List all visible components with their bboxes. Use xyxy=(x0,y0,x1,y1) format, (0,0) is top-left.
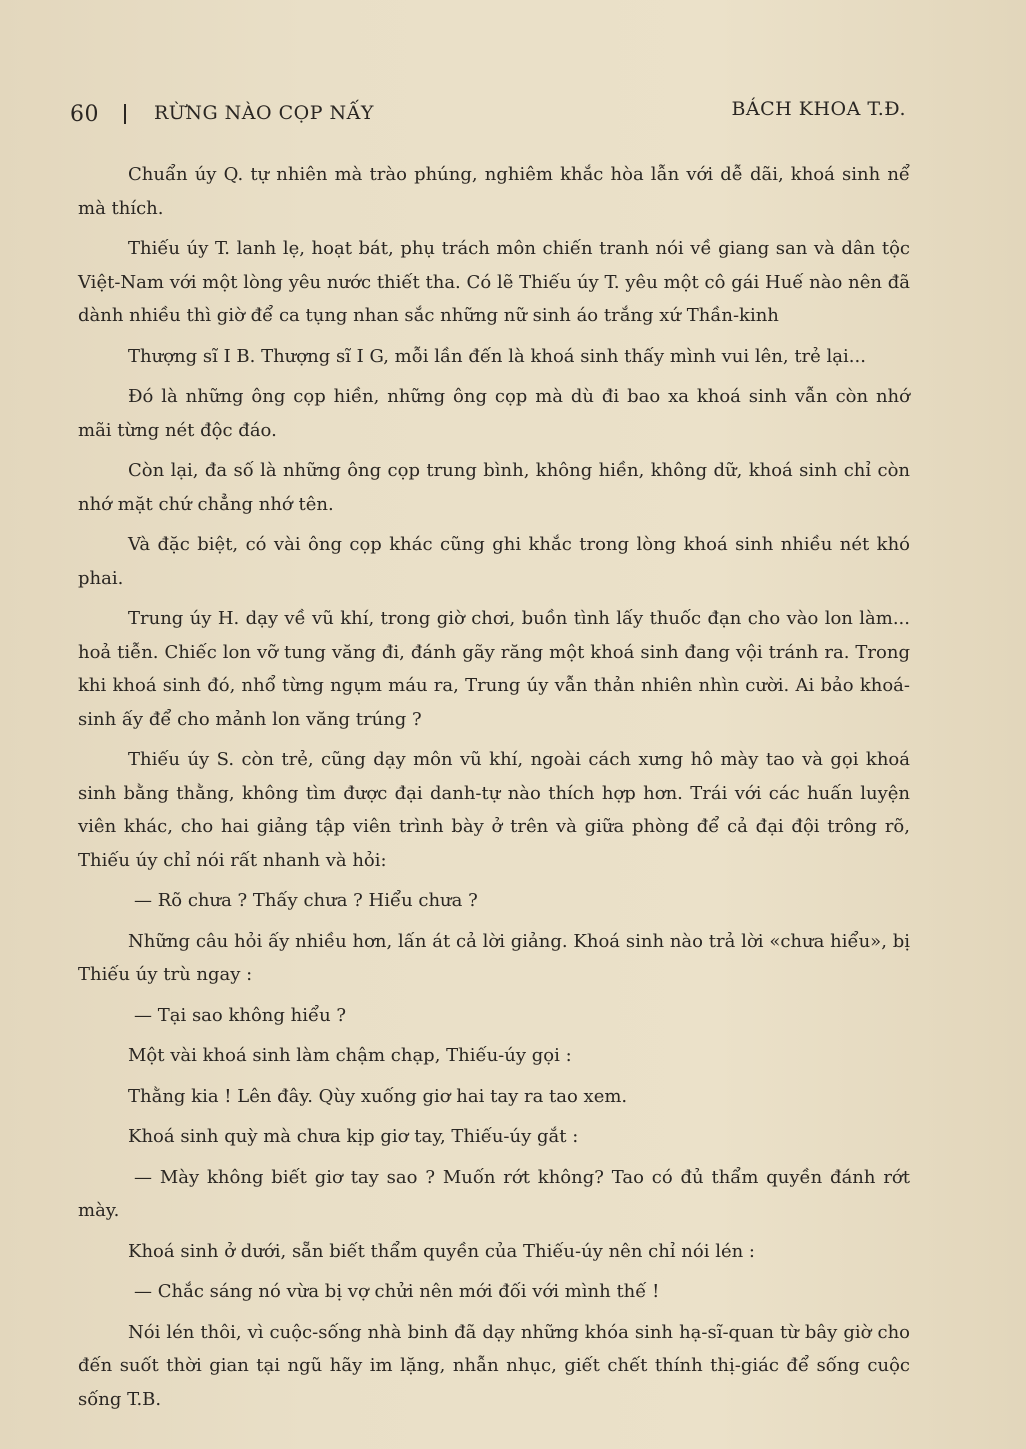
dialog-line: — Tại sao không hiểu ? xyxy=(134,1004,347,1026)
paragraph: Còn lại, đa số là những ông cọp trung bình, không hiền, không dữ, khoá sinh chỉ còn nhớ mặt chứ chẳng nhớ tên. xyxy=(78,460,910,515)
paragraph: Trung úy H. dạy về vũ khí, trong giờ chơi, buồn tình lấy thuốc đạn cho vào lon làm... hoả tiễn. Chiếc lon vỡ tung văng đi, đánh gãy răng một khoá sinh đang vội tránh ra. Trong khi khoá sinh đó, nhổ từng ngụm máu ra, Trung úy vẫn thản nhiên nhìn cười. Ai bảo khoá-sinh ấy để cho mảnh lon văng trúng ? xyxy=(78,608,910,730)
paragraph: Thằng kia ! Lên đây. Qùy xuống giơ hai tay ra tao xem. xyxy=(128,1085,628,1107)
paragraph: Đó là những ông cọp hiền, những ông cọp mà dù đi bao xa khoá sinh vẫn còn nhớ mãi từng nét độc đáo. xyxy=(78,386,910,441)
paragraph: Một vài khoá sinh làm chậm chạp, Thiếu-úy gọi : xyxy=(128,1045,572,1066)
header-divider xyxy=(124,104,126,124)
dialog-line: — Rõ chưa ? Thấy chưa ? Hiểu chưa ? xyxy=(134,890,478,911)
paragraph: Thiếu úy T. lanh lẹ, hoạt bát, phụ trách môn chiến tranh nói về giang san và dân tộc Việt-Nam với một lòng yêu nước thiết tha. Có lẽ Thiếu úy T. yêu một cô gái Huế nào nên đã dành nhiều thì giờ để ca tụng nhan sắc những nữ sinh áo trắng xứ Thần-kinh xyxy=(78,238,910,326)
paragraph: Khoá sinh quỳ mà chưa kịp giơ tay, Thiếu-úy gắt : xyxy=(128,1126,579,1147)
paragraph: Nói lén thôi, vì cuộc-sống nhà binh đã dạy những khóa sinh hạ-sĩ-quan từ bây giờ cho đến suốt thời gian tại ngũ hãy im lặng, nhẫn nhục, giết chết thính thị-giác để sống cuộc sống T.B. xyxy=(78,1321,910,1410)
body-text xyxy=(78,158,910,1423)
paragraph: Thượng sĩ I B. Thượng sĩ I G, mỗi lần đến là khoá sinh thấy mình vui lên, trẻ lại... xyxy=(128,345,866,367)
paragraph: Những câu hỏi ấy nhiều hơn, lấn át cả lời giảng. Khoá sinh nào trả lời «chưa hiểu», bị Thiếu úy trù ngay : xyxy=(78,930,910,985)
journal-name: BÁCH KHOA T.Đ. xyxy=(731,98,906,120)
running-title: RỪNG NÀO CỌP NẤY xyxy=(154,102,374,124)
page-number: 60 xyxy=(70,102,99,127)
dialog-line: — Chắc sáng nó vừa bị vợ chửi nên mới đối với mình thế ! xyxy=(134,1281,660,1302)
paragraph: Và đặc biệt, có vài ông cọp khác cũng ghi khắc trong lòng khoá sinh nhiều nét khó phai. xyxy=(78,534,910,589)
paragraph: Khoá sinh ở dưới, sẵn biết thẩm quyền của Thiếu-úy nên chỉ nói lén : xyxy=(128,1240,755,1262)
paragraph: Thiếu úy S. còn trẻ, cũng dạy môn vũ khí, ngoài cách xưng hô mày tao và gọi khoá sinh bằng thằng, không tìm được đại danh-tự nào thích hợp hơn. Trái với các huấn luyện viên khác, cho hai giảng tập viên trình bày ở trên và giữa phòng để cả đại đội trông rõ, Thiếu úy chỉ nói rất nhanh và hỏi: xyxy=(78,749,910,871)
paragraph: Chuẩn úy Q. tự nhiên mà trào phúng, nghiêm khắc hòa lẫn với dễ dãi, khoá sinh nể mà thích. xyxy=(78,164,910,219)
dialog-line: — Mày không biết giơ tay sao ? Muốn rớt không? Tao có đủ thẩm quyền đánh rớt mày. xyxy=(78,1166,910,1221)
page-header xyxy=(70,98,906,138)
